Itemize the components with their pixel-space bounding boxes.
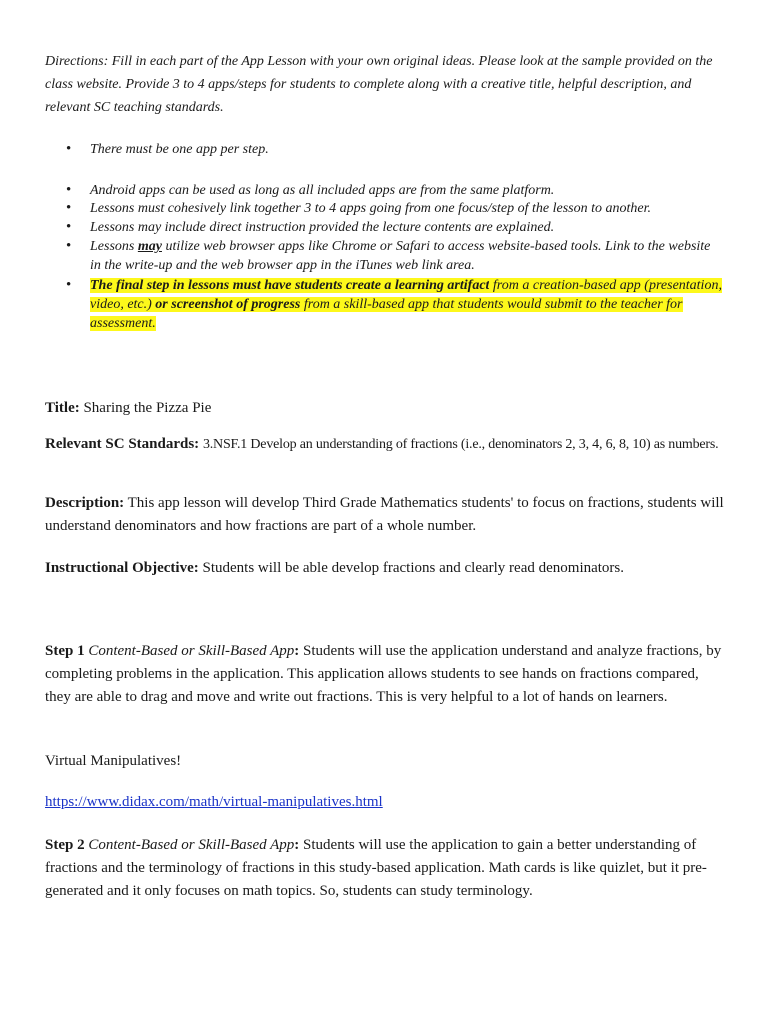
- step1-field: Step 1 Content-Based or Skill-Based App: Students will use the application understand and analyze fractions, by completing problems in the application. This application allows students to see hands on fractions compared, they are able to drag and move and write out fractions. This is very helpful to a lot of hands on learners.: [45, 643, 722, 705]
- description-label: Description:: [45, 495, 125, 511]
- standards-label: Relevant SC Standards:: [45, 436, 200, 452]
- title-label: Title:: [45, 400, 80, 416]
- step2-label: Step 2: [45, 837, 85, 853]
- emphasis-may: may: [137, 239, 162, 254]
- highlighted-text: from a creation-based app (presentation, video, etc.): [90, 278, 722, 312]
- title-field: [45, 397, 725, 420]
- bullet-text: Lessons: [90, 239, 138, 254]
- objective-value: Students will be able develop fractions and clearly read denominators.: [202, 560, 625, 576]
- list-item: [90, 181, 722, 200]
- objective-field: [45, 557, 725, 580]
- objective-label: Instructional Objective:: [45, 560, 199, 576]
- description-field: [45, 492, 725, 538]
- highlighted-bold-text: or screenshot of progress: [155, 297, 301, 312]
- highlighted-bold-text: The final step in lessons must have students create a learning artifact: [90, 278, 490, 293]
- bullet-text: There must be one app per step.: [90, 142, 269, 157]
- standards-value: 3.NSF.1 Develop an understanding of fractions (i.e., denominators 2, 3, 4, 6, 8, 10) as numbers.: [202, 437, 719, 452]
- step1-label: Step 1: [45, 643, 85, 659]
- list-item: [90, 140, 722, 159]
- title-value: Sharing the Pizza Pie: [83, 400, 212, 416]
- bullet-text: utilize web browser apps like Chrome or Safari to access website-based tools. Link to the website in the write-up and the web browser app in the iTunes web link area.: [90, 239, 711, 273]
- list-item: [90, 199, 722, 218]
- highlighted-text: from a skill-based app that students would submit to the teacher for assessment.: [90, 297, 683, 331]
- list-item-highlighted: [90, 276, 722, 333]
- directions-text: Directions: Fill in each part of the App Lesson with your own original ideas. Please look at the sample provided on the class website. Provide 3 to 4 apps/steps for students to complete along with a creative title, helpful description, and relevant SC teaching standards.: [45, 54, 713, 115]
- step1-app-name: Virtual Manipulatives!: [45, 753, 182, 769]
- step2-type: Content-Based or Skill-Based App: [88, 837, 295, 853]
- bullet-text: Lessons must cohesively link together 3 to 4 apps going from one focus/step of the lesson to another.: [90, 201, 651, 216]
- step1-type: Content-Based or Skill-Based App: [88, 643, 295, 659]
- bullet-text: Lessons may include direct instruction provided the lecture contents are explained.: [90, 220, 555, 235]
- list-item: [90, 218, 722, 237]
- step1-url-link[interactable]: https://www.didax.com/math/virtual-manipulatives.html: [45, 794, 383, 810]
- bullet-text: Android apps can be used as long as all included apps are from the same platform.: [90, 183, 555, 198]
- description-value: This app lesson will develop Third Grade Mathematics students' to focus on fractions, students will understand denominators and how fractions are part of a whole number.: [45, 495, 724, 534]
- list-item: [90, 237, 722, 275]
- step1-text: Students will use the application understand and analyze fractions, by completing problems in the application. This application allows students to see hands on fractions compared, they are able to drag and move and write out fractions. This is very helpful to a lot of hands on learners.: [45, 643, 722, 705]
- standards-field: [45, 433, 725, 456]
- step2-field: Step 2 Content-Based or Skill-Based App: Students will use the application to gain a better understanding of fractions and the terminology of fractions in this study-based application. Math cards is like quizlet, but it pre-generated and it only focuses on math topics. So, students can study terminology.: [45, 837, 707, 899]
- step2-text: Students will use the application to gain a better understanding of fractions and the terminology of fractions in this study-based application. Math cards is like quizlet, but it pre-generated and it only focuses on math topics. So, students can study terminology.: [45, 837, 707, 899]
- step1-link-row: [45, 791, 725, 814]
